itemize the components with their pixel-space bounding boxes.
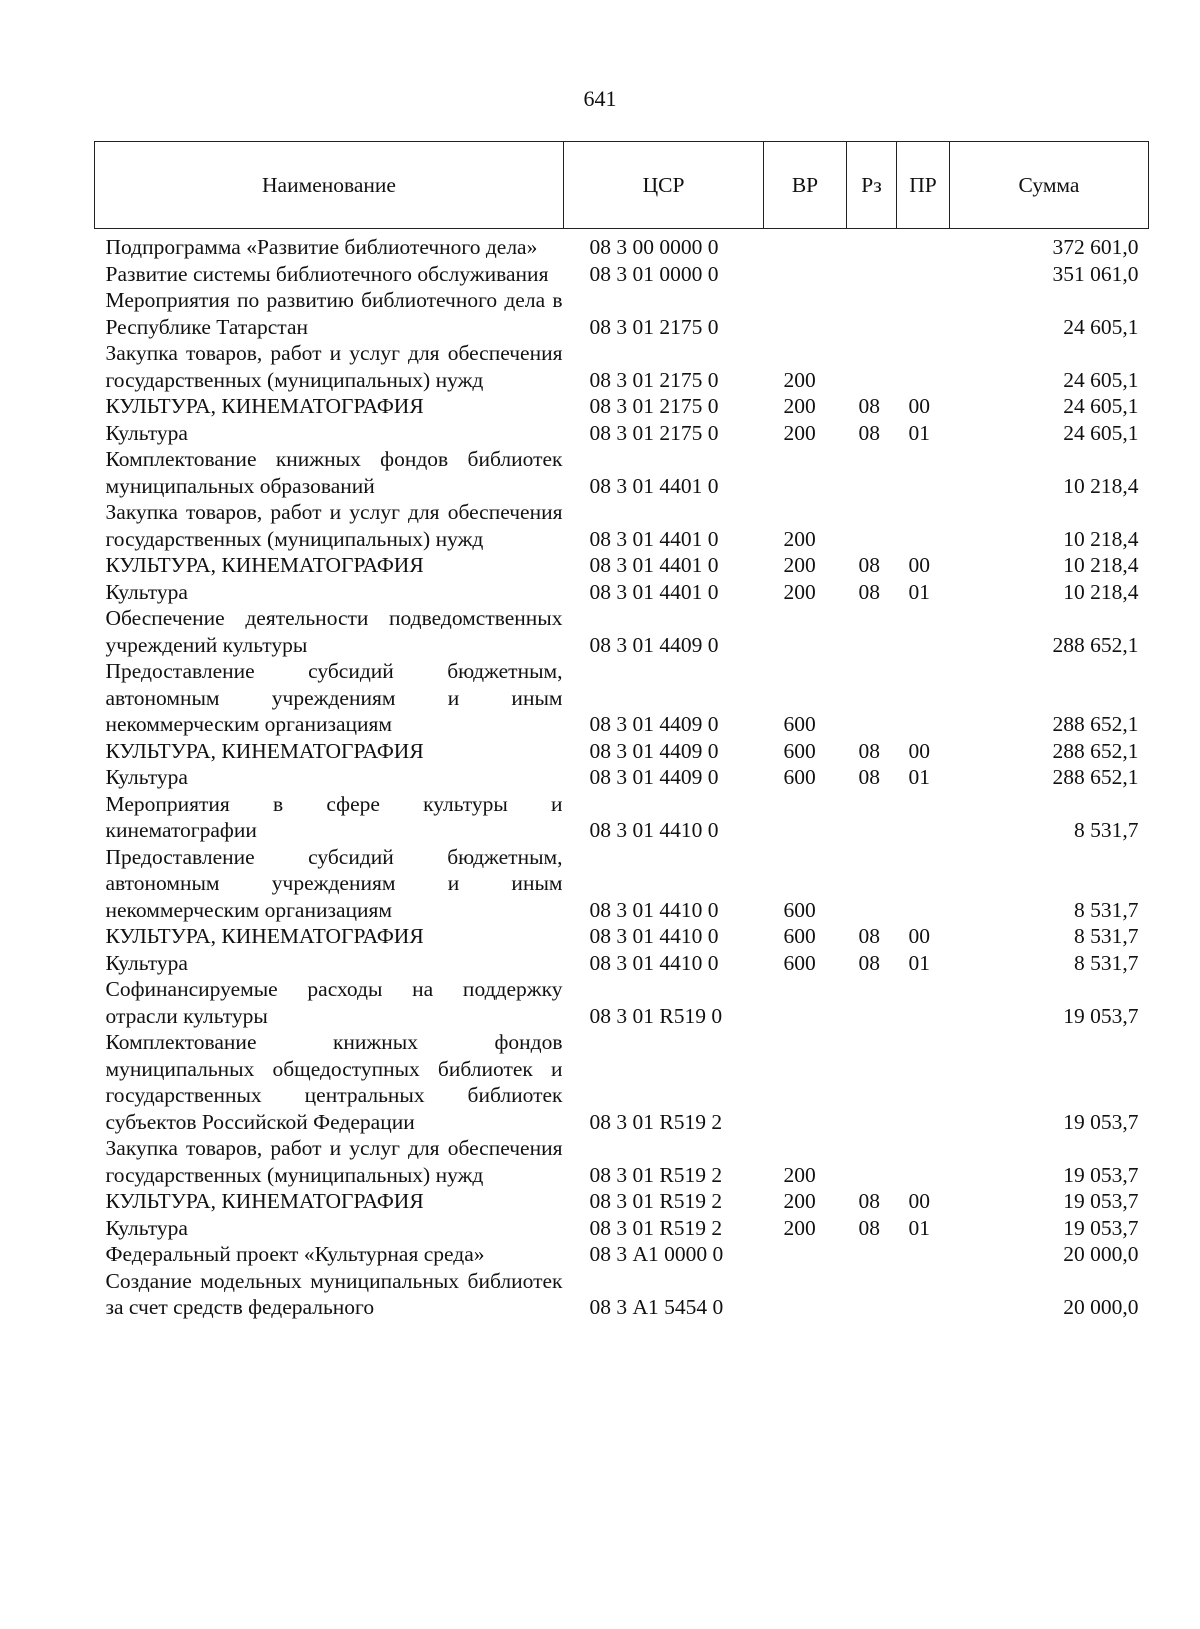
cell-sum: 288 652,1: [1052, 765, 1139, 789]
cell-name: Культура: [105, 1215, 188, 1240]
cell-pr: [897, 261, 950, 288]
cell-rz: [847, 499, 897, 552]
cell-rz: [847, 1135, 897, 1188]
cell-vr: [764, 1029, 847, 1135]
cell-vr: [764, 976, 847, 1029]
cell-pr: [897, 1135, 950, 1188]
cell-sum: 8 531,7: [1074, 897, 1139, 922]
cell-vr: 200: [783, 1215, 816, 1240]
table-row: [95, 923, 1149, 950]
cell-csr: 08 3 01 4410 0: [589, 950, 719, 975]
cell-pr: [897, 499, 950, 552]
cell-csr: 08 3 01 4410 0: [589, 897, 719, 922]
cell-csr: 08 3 01 4401 0: [589, 473, 719, 498]
cell-name: Мероприятия в сфере культуры и кинематографии: [105, 791, 563, 842]
cell-vr: 200: [783, 579, 816, 604]
table-row: [95, 229, 1149, 261]
table-row: [95, 764, 1149, 791]
cell-rz: [847, 976, 897, 1029]
cell-name: КУЛЬТУРА, КИНЕМАТОГРАФИЯ: [105, 553, 424, 577]
header-name: Наименование: [95, 142, 564, 229]
cell-rz: [847, 605, 897, 658]
cell-csr: 08 3 01 2175 0: [589, 394, 719, 418]
cell-sum: 8 531,7: [1074, 924, 1139, 948]
cell-pr: [897, 1241, 950, 1268]
cell-pr: 01: [908, 579, 930, 604]
cell-csr: 08 3 01 R519 0: [589, 1003, 723, 1028]
cell-vr: 200: [783, 553, 816, 577]
cell-pr: 01: [908, 950, 930, 975]
budget-table: [94, 141, 1149, 1321]
cell-vr: [764, 605, 847, 658]
cell-rz: 08: [858, 579, 880, 604]
cell-sum: 20 000,0: [1063, 1242, 1139, 1266]
cell-sum: 8 531,7: [1074, 818, 1139, 842]
table-row: [95, 552, 1149, 579]
cell-name: Софинансируемые расходы на поддержку отрасли культуры: [105, 977, 563, 1028]
cell-name: Культура: [105, 579, 188, 604]
cell-vr: 200: [783, 1189, 816, 1213]
table-body: [95, 229, 1149, 1321]
page-number: 641: [583, 86, 617, 111]
table-row: [95, 1241, 1149, 1268]
table-header: [95, 142, 1149, 229]
table-row: [95, 579, 1149, 606]
cell-sum: 19 053,7: [1063, 1003, 1139, 1028]
cell-rz: [847, 446, 897, 499]
cell-pr: [897, 340, 950, 393]
table-row: [95, 1268, 1149, 1321]
cell-csr: 08 3 01 4409 0: [589, 632, 719, 657]
cell-csr: 08 3 01 R519 2: [589, 1189, 723, 1213]
cell-rz: 08: [858, 1215, 880, 1240]
header-pr: ПР: [897, 142, 950, 229]
header-rz: Рз: [847, 142, 897, 229]
cell-rz: [847, 791, 897, 844]
cell-name: КУЛЬТУРА, КИНЕМАТОГРАФИЯ: [105, 924, 424, 948]
cell-pr: [897, 1029, 950, 1135]
cell-name: КУЛЬТУРА, КИНЕМАТОГРАФИЯ: [105, 394, 424, 418]
cell-rz: [847, 261, 897, 288]
cell-vr: 600: [783, 897, 816, 922]
cell-csr: 08 3 01 4410 0: [589, 818, 719, 842]
cell-sum: 24 605,1: [1063, 394, 1139, 418]
cell-rz: 08: [858, 950, 880, 975]
cell-name: Федеральный проект «Культурная среда»: [105, 1242, 485, 1266]
cell-csr: 08 3 01 2175 0: [589, 420, 719, 445]
cell-rz: [847, 1241, 897, 1268]
cell-csr: 08 3 01 4410 0: [589, 924, 719, 948]
cell-sum: 288 652,1: [1052, 632, 1139, 657]
cell-name: Создание модельных муниципальных библиотек за счет средств федерального: [105, 1268, 563, 1319]
cell-pr: [897, 844, 950, 924]
cell-sum: 19 053,7: [1063, 1109, 1139, 1134]
cell-csr: 08 3 01 2175 0: [589, 314, 719, 339]
cell-csr: 08 3 01 4409 0: [589, 765, 719, 789]
cell-vr: 600: [783, 950, 816, 975]
table-row: [95, 844, 1149, 924]
cell-name: Культура: [105, 765, 188, 789]
cell-sum: 288 652,1: [1052, 738, 1139, 763]
cell-sum: 351 061,0: [1052, 261, 1139, 286]
table-row: [95, 287, 1149, 340]
cell-rz: [847, 1029, 897, 1135]
table-row: [95, 1215, 1149, 1242]
cell-sum: 20 000,0: [1063, 1295, 1139, 1319]
table-row: [95, 261, 1149, 288]
table-row: [95, 393, 1149, 420]
cell-sum: 19 053,7: [1063, 1215, 1139, 1240]
table-row: [95, 658, 1149, 738]
cell-csr: 08 3 01 R519 2: [589, 1109, 723, 1134]
cell-vr: [764, 1241, 847, 1268]
cell-vr: 200: [783, 1162, 816, 1187]
cell-rz: [847, 340, 897, 393]
cell-pr: [897, 976, 950, 1029]
cell-pr: 01: [908, 765, 930, 789]
cell-pr: 00: [908, 394, 930, 418]
cell-pr: 00: [908, 924, 930, 948]
cell-name: Обеспечение деятельности подведомственных учреждений культуры: [105, 606, 563, 657]
cell-sum: 10 218,4: [1063, 579, 1139, 604]
cell-rz: 08: [858, 1189, 880, 1213]
cell-csr: 08 3 01 4409 0: [589, 712, 719, 736]
cell-name: Мероприятия по развитию библиотечного дела в Республике Татарстан: [105, 288, 563, 339]
cell-sum: 10 218,4: [1063, 526, 1139, 551]
cell-vr: 600: [783, 924, 816, 948]
cell-csr: 08 3 01 4401 0: [589, 553, 719, 577]
cell-sum: 24 605,1: [1063, 314, 1139, 339]
cell-rz: [847, 844, 897, 924]
cell-csr: 08 3 01 4401 0: [589, 579, 719, 604]
table-row: [95, 605, 1149, 658]
cell-rz: [847, 1268, 897, 1321]
cell-pr: [897, 605, 950, 658]
cell-name: Развитие системы библиотечного обслуживания: [105, 261, 549, 286]
cell-sum: 288 652,1: [1052, 712, 1139, 736]
cell-name: Закупка товаров, работ и услуг для обеспечения государственных (муниципальных) нужд: [105, 500, 563, 551]
cell-sum: 19 053,7: [1063, 1162, 1139, 1187]
header-csr: ЦСР: [564, 142, 764, 229]
cell-vr: 200: [783, 394, 816, 418]
cell-name: Культура: [105, 420, 188, 445]
cell-csr: 08 3 01 0000 0: [589, 261, 719, 286]
cell-sum: 24 605,1: [1063, 367, 1139, 392]
cell-rz: [847, 658, 897, 738]
table-row: [95, 1029, 1149, 1135]
cell-sum: 10 218,4: [1063, 473, 1139, 498]
cell-vr: [764, 1268, 847, 1321]
cell-sum: 8 531,7: [1074, 950, 1139, 975]
cell-sum: 19 053,7: [1063, 1189, 1139, 1213]
cell-name: КУЛЬТУРА, КИНЕМАТОГРАФИЯ: [105, 1189, 424, 1213]
table-row: [95, 499, 1149, 552]
cell-sum: 372 601,0: [1052, 235, 1139, 259]
cell-name: Закупка товаров, работ и услуг для обеспечения государственных (муниципальных) нужд: [105, 341, 563, 392]
cell-rz: 08: [858, 924, 880, 948]
cell-csr: 08 3 01 4401 0: [589, 526, 719, 551]
cell-vr: [764, 446, 847, 499]
cell-rz: 08: [858, 420, 880, 445]
table-row: [95, 1135, 1149, 1188]
cell-name: Культура: [105, 950, 188, 975]
cell-csr: 08 3 А1 0000 0: [589, 1242, 724, 1266]
cell-name: Подпрограмма «Развитие библиотечного дела»: [105, 235, 538, 259]
cell-name: Комплектование книжных фондов муниципальных общедоступных библиотек и государственных центральных библиотек субъектов Российской Федерации: [105, 1030, 563, 1134]
cell-vr: [764, 229, 847, 261]
table-row: [95, 950, 1149, 977]
cell-pr: 01: [908, 420, 930, 445]
cell-pr: [897, 287, 950, 340]
cell-vr: 200: [783, 420, 816, 445]
cell-vr: 600: [783, 712, 816, 736]
cell-csr: 08 3 01 2175 0: [589, 367, 719, 392]
cell-csr: 08 3 01 4409 0: [589, 738, 719, 763]
cell-vr: [764, 791, 847, 844]
cell-csr: 08 3 А1 5454 0: [589, 1295, 724, 1319]
cell-rz: [847, 287, 897, 340]
cell-csr: 08 3 01 R519 2: [589, 1215, 723, 1240]
cell-pr: 01: [908, 1215, 930, 1240]
cell-vr: 600: [783, 738, 816, 763]
cell-pr: 00: [908, 1189, 930, 1213]
cell-name: Предоставление субсидий бюджетным, автономным учреждениям и иным некоммерческим организациям: [105, 844, 563, 922]
cell-sum: 24 605,1: [1063, 420, 1139, 445]
cell-pr: [897, 658, 950, 738]
cell-rz: 08: [858, 394, 880, 418]
cell-rz: [847, 229, 897, 261]
cell-vr: 200: [783, 526, 816, 551]
table-row: [95, 738, 1149, 765]
cell-pr: [897, 446, 950, 499]
cell-vr: [764, 287, 847, 340]
table-row: [95, 446, 1149, 499]
table-row: [95, 976, 1149, 1029]
cell-csr: 08 3 00 0000 0: [589, 235, 719, 259]
header-sum: Сумма: [950, 142, 1149, 229]
cell-pr: [897, 1268, 950, 1321]
cell-pr: 00: [908, 553, 930, 577]
cell-name: КУЛЬТУРА, КИНЕМАТОГРАФИЯ: [105, 738, 424, 763]
cell-rz: 08: [858, 738, 880, 763]
cell-rz: 08: [858, 765, 880, 789]
cell-vr: 600: [783, 765, 816, 789]
cell-pr: [897, 791, 950, 844]
cell-name: Комплектование книжных фондов библиотек муниципальных образований: [105, 447, 563, 498]
table-row: [95, 791, 1149, 844]
table-row: [95, 420, 1149, 447]
table-row: [95, 1188, 1149, 1215]
cell-pr: 00: [908, 738, 930, 763]
cell-vr: 200: [783, 367, 816, 392]
cell-pr: [897, 229, 950, 261]
cell-sum: 10 218,4: [1063, 553, 1139, 577]
cell-name: Закупка товаров, работ и услуг для обеспечения государственных (муниципальных) нужд: [105, 1136, 563, 1187]
cell-csr: 08 3 01 R519 2: [589, 1162, 723, 1187]
cell-vr: [764, 261, 847, 288]
header-vr: ВР: [764, 142, 847, 229]
cell-rz: 08: [858, 553, 880, 577]
cell-name: Предоставление субсидий бюджетным, автономным учреждениям и иным некоммерческим организациям: [105, 659, 563, 736]
table-row: [95, 340, 1149, 393]
